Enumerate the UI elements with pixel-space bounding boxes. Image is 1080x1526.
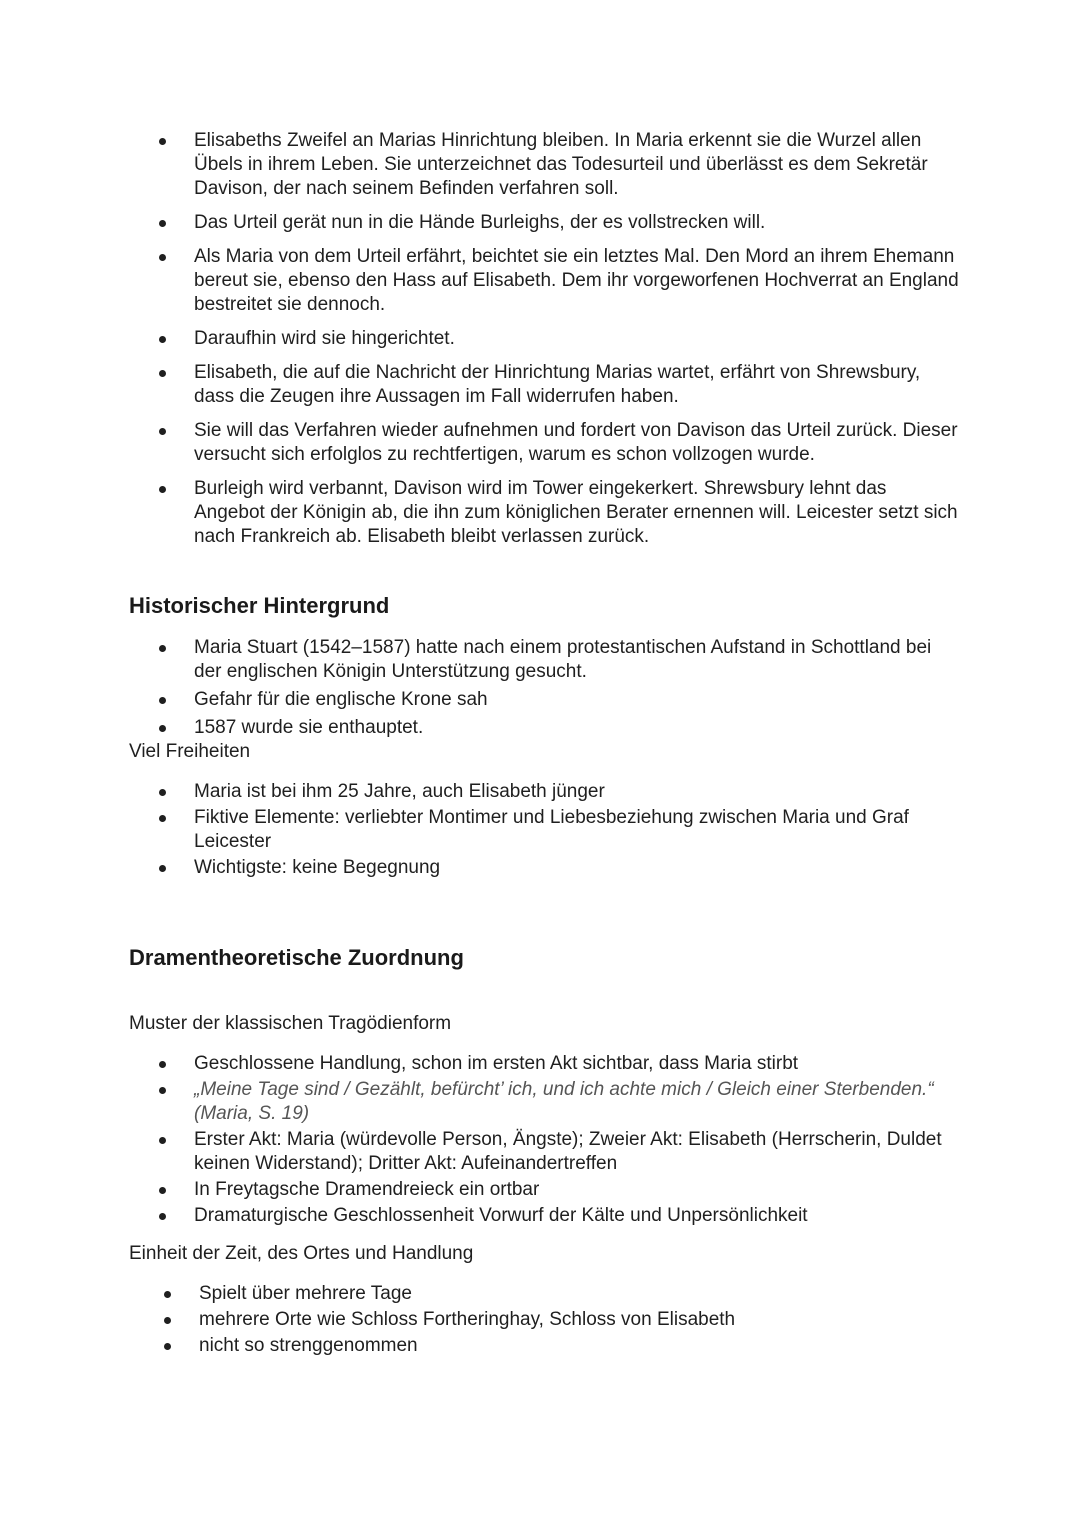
list-item: nicht so strenggenommen [0, 1334, 1080, 1358]
list-item: Spielt über mehrere Tage [0, 1282, 1080, 1306]
drama-section [0, 944, 1080, 1360]
list-item: In Freytagsche Dramendreieck ein ortbar [0, 1178, 1080, 1202]
plot-list [0, 129, 1080, 549]
unity-list [0, 1282, 1080, 1358]
historical-list [0, 636, 1080, 740]
unity-label: Einheit der Zeit, des Ortes und Handlung [129, 1243, 474, 1264]
list-item: Elisabeth, die auf die Nachricht der Hinrichtung Marias wartet, erfährt von Shrewsbury, dass die Zeugen ihre Aussagen im Fall widerrufen haben. [0, 361, 1080, 409]
tragedy-list [0, 1052, 1080, 1228]
section-heading: Dramentheoretische Zuordnung [129, 945, 464, 970]
list-item: 1587 wurde sie enthauptet. [0, 716, 1080, 740]
list-item: Maria Stuart (1542–1587) hatte nach einem protestantischen Aufstand in Schottland bei der englischen Königin Unterstützung gesucht. [0, 636, 1080, 684]
list-item: Als Maria von dem Urteil erfährt, beichtet sie ein letztes Mal. Den Mord an ihrem Ehemann bereut sie, ebenso den Hass auf Elisabeth. Dem ihr vorgeworfenen Hochverrat an England bestreitet sie dennoch. [0, 245, 1080, 317]
freedoms-list [0, 780, 1080, 880]
quote-item: „Meine Tage sind / Gezählt, befürcht’ ich, und ich achte mich / Gleich einer Sterbenden.“ (Maria, S. 19) [0, 1078, 1080, 1126]
list-item: Sie will das Verfahren wieder aufnehmen und fordert von Davison das Urteil zurück. Dieser versucht sich erfolglos zu rechtfertigen, warum es schon vollzogen wurde. [0, 419, 1080, 467]
list-item: Das Urteil gerät nun in die Hände Burleighs, der es vollstrecken will. [0, 211, 1080, 235]
list-item: Erster Akt: Maria (würdevolle Person, Ängste); Zweier Akt: Elisabeth (Herrscherin, Duldet keinen Widerstand); Dritter Akt: Aufeinandertreffen [0, 1128, 1080, 1176]
freedoms-label: Viel Freiheiten [129, 741, 251, 762]
list-item: Fiktive Elemente: verliebter Montimer und Liebesbeziehung zwischen Maria und Graf Leicester [0, 806, 1080, 854]
plot-section [0, 129, 1080, 559]
list-item: Geschlossene Handlung, schon im ersten Akt sichtbar, dass Maria stirbt [0, 1052, 1080, 1076]
historical-section [0, 592, 1080, 882]
list-item: Dramaturgische Geschlossenheit Vorwurf der Kälte und Unpersönlichkeit [0, 1204, 1080, 1228]
section-heading: Historischer Hintergrund [129, 593, 390, 618]
list-item: Burleigh wird verbannt, Davison wird im Tower eingekerkert. Shrewsbury lehnt das Angebot der Königin ab, die ihn zum königlichen Berater ernennen will. Leicester setzt sich nach Frankreich ab. Elisabeth bleibt verlassen zurück. [0, 477, 1080, 549]
tragedy-label: Muster der klassischen Tragödienform [129, 1013, 452, 1034]
list-item: mehrere Orte wie Schloss Fortheringhay, Schloss von Elisabeth [0, 1308, 1080, 1332]
list-item: Daraufhin wird sie hingerichtet. [0, 327, 1080, 351]
list-item: Maria ist bei ihm 25 Jahre, auch Elisabeth jünger [0, 780, 1080, 804]
list-item: Wichtigste: keine Begegnung [0, 856, 1080, 880]
list-item: Gefahr für die englische Krone sah [0, 688, 1080, 712]
list-item: Elisabeths Zweifel an Marias Hinrichtung bleiben. In Maria erkennt sie die Wurzel allen Übels in ihrem Leben. Sie unterzeichnet das Todesurteil und überlässt es dem Sekretär Davison, der nach seinem Befinden verfahren soll. [0, 129, 1080, 201]
